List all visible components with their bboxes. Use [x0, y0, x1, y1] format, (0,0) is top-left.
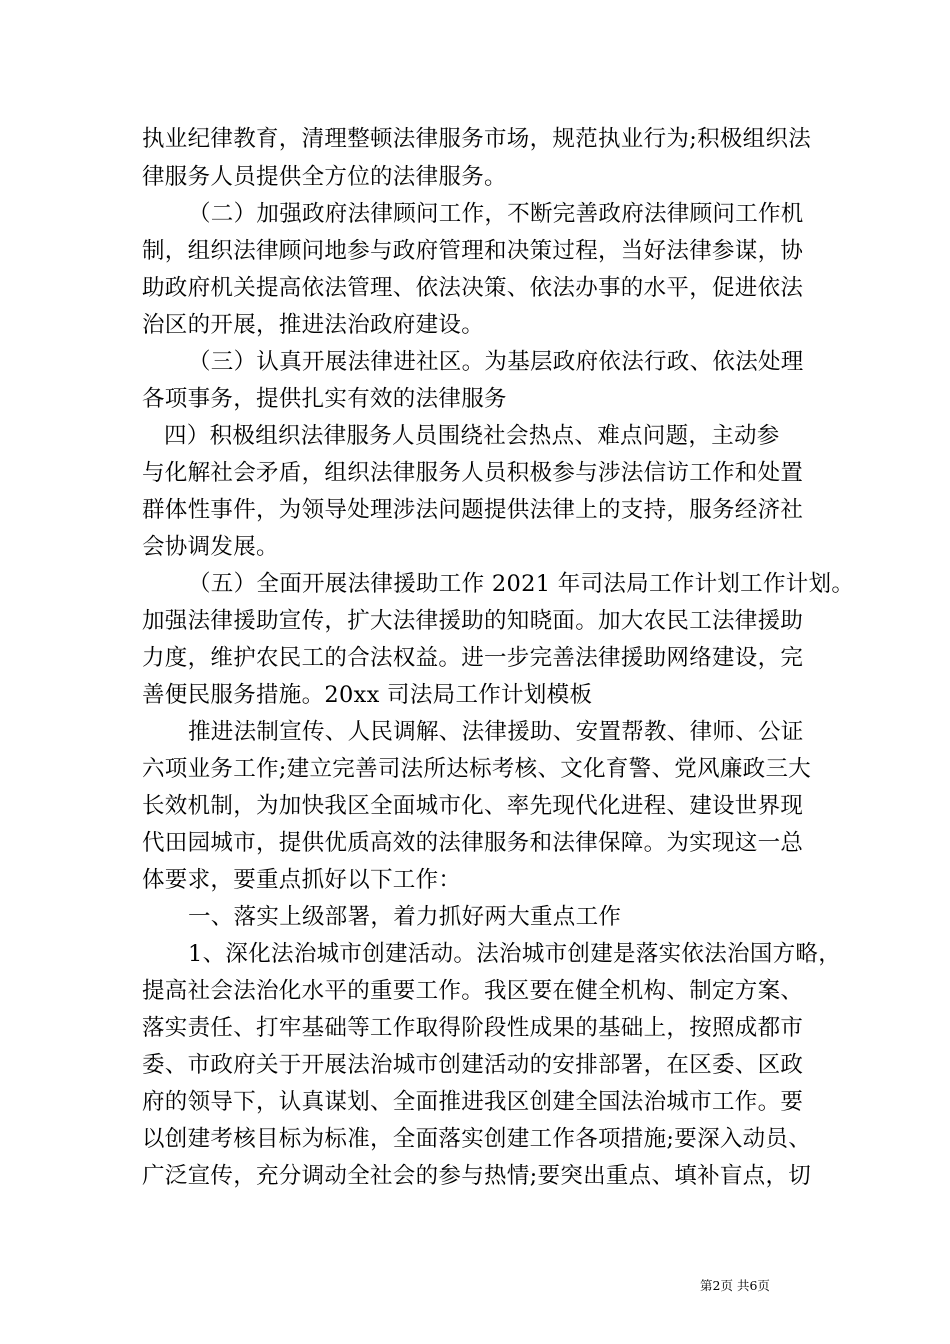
section-heading: 一、落实上级部署，着力抓好两大重点工作: [188, 904, 622, 930]
text-line: 代田园城市，提供优质高效的法律服务和法律保障。为实现这一总: [142, 830, 804, 856]
text-line: 制，组织法律顾问地参与政府管理和决策过程，当好法律参谋，协: [142, 238, 804, 264]
page-number: [700, 1278, 770, 1294]
text-line: 委、市政府关于开展法治城市创建活动的安排部署，在区委、区政: [142, 1052, 804, 1078]
text-line: 六项业务工作;建立完善司法所达标考核、文化育警、党风廉政三大: [142, 756, 812, 782]
text-line: 治区的开展，推进法治政府建设。: [142, 312, 485, 338]
text-line: 广泛宣传，充分调动全社会的参与热情;要突出重点、填补盲点，切: [142, 1163, 812, 1189]
text-line: 1、深化法治城市创建活动。法治城市创建是落实依法治国方略，: [188, 941, 842, 967]
text-line: 善便民服务措施。20xx 司法局工作计划模板: [142, 682, 593, 708]
page-prefix: 第: [700, 1278, 713, 1293]
text-line: 以创建考核目标为标准，全面落实创建工作各项措施;要深入动员、: [142, 1126, 812, 1152]
text-line: （三）认真开展法律进社区。为基层政府依法行政、依法处理: [188, 349, 804, 375]
text-line: （五）全面开展法律援助工作 2021 年司法局工作计划工作计划。: [188, 571, 855, 597]
text-line: 群体性事件，为领导处理涉法问题提供法律上的支持，服务经济社: [142, 497, 804, 523]
text-line: 提高社会法治化水平的重要工作。我区要在健全机构、制定方案、: [142, 978, 804, 1004]
text-line: 推进法制宣传、人民调解、法律援助、安置帮教、律师、公证: [188, 719, 804, 745]
text-line: 助政府机关提高依法管理、依法决策、依法办事的水平，促进依法: [142, 275, 804, 301]
text-line: 长效机制，为加快我区全面城市化、率先现代化进程、建设世界现: [142, 793, 804, 819]
page-middle: 页 共: [720, 1278, 750, 1293]
text-line: 各项事务，提供扎实有效的法律服务: [142, 386, 507, 412]
text-line: 执业纪律教育，清理整顿法律服务市场，规范执业行为;积极组织法: [142, 126, 812, 152]
text-line: 四）积极组织法律服务人员围绕社会热点、难点问题，主动参: [164, 423, 780, 449]
text-line: 会协调发展。: [142, 534, 279, 560]
text-line: 力度，维护农民工的合法权益。进一步完善法律援助网络建设，完: [142, 645, 804, 671]
text-line: 律服务人员提供全方位的法律服务。: [142, 164, 507, 190]
text-line: 与化解社会矛盾，组织法律服务人员积极参与涉法信访工作和处置: [142, 460, 804, 486]
text-line: 落实责任、打牢基础等工作取得阶段性成果的基础上，按照成都市: [142, 1015, 804, 1041]
text-line: （二）加强政府法律顾问工作，不断完善政府法律顾问工作机: [188, 201, 804, 227]
page-total: 6: [749, 1278, 758, 1293]
page-suffix: 页: [757, 1278, 770, 1293]
text-line: 府的领导下，认真谋划、全面推进我区创建全国法治城市工作。要: [142, 1089, 804, 1115]
text-line: 体要求，要重点抓好以下工作：: [142, 867, 462, 893]
text-line: 加强法律援助宣传，扩大法律援助的知晓面。加大农民工法律援助: [142, 608, 804, 634]
page-current: 2: [712, 1278, 721, 1293]
